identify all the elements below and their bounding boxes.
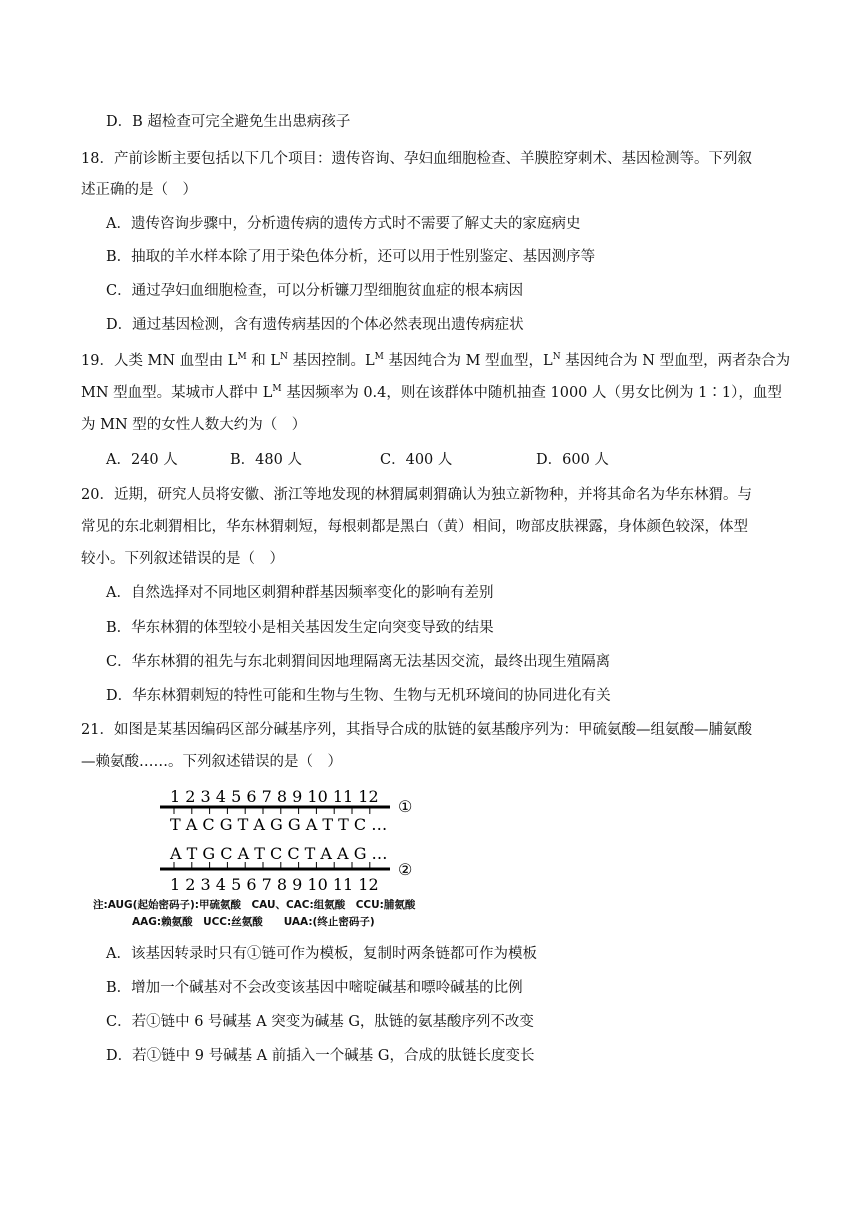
q19-stem-line1 (81, 351, 790, 371)
q19-sup: N (552, 352, 561, 362)
q20-option-b: B．华东林猬的体型较小是相关基因发生定向突变导致的结果 (106, 620, 494, 636)
q19-option-c: C．400 人 (380, 452, 453, 468)
strand-1-label: ① (398, 797, 413, 816)
q21-option-d: D．若①链中 9 号碱基 A 前插入一个碱基 G，合成的肽链长度变长 (106, 1048, 535, 1064)
q19-options (106, 450, 609, 470)
q19-option-b: B．480 人 (230, 452, 302, 468)
q19-text: 基因频率为 0.4，则在该群体中随机抽查 1000 人（男女比例为 1∶1），血型 (281, 385, 782, 401)
q21-option-a: A．该基因转录时只有①链可作为模板，复制时两条链都可作为模板 (106, 946, 537, 962)
q19-text: 和 L (246, 353, 281, 369)
q20-stem-line2: 常见的东北刺猬相比，华东林猬刺短，每根刺都是黑白（黄）相间，吻部皮肤裸露，身体颜色较深，体型 (81, 519, 748, 535)
base-position-numbers-bottom: 1 2 3 4 5 6 7 8 9 10 11 12 (170, 875, 379, 894)
q21-stem-line2: —赖氨酸……。下列叙述错误的是（ ） (81, 754, 342, 770)
q20-option-c: C．华东林猬的祖先与东北刺猬间因地理隔离无法基因交流，最终出现生殖隔离 (106, 654, 611, 670)
q18-stem-line1: 18．产前诊断主要包括以下几个项目：遗传咨询、孕妇血细胞检查、羊膜腔穿刺术、基因检测等。下列叙 (81, 151, 752, 167)
q19-text: 基因控制。L (287, 353, 375, 369)
q20-option-a: A．自然选择对不同地区刺猬种群基因频率变化的影响有差别 (106, 585, 494, 601)
q19-text: MN 型血型。某城市人群中 L (81, 385, 273, 401)
q20-stem-line3: 较小。下列叙述错误的是（ ） (81, 551, 284, 567)
q19-sup: M (374, 352, 384, 362)
q20-stem-line1: 20．近期，研究人员将安徽、浙江等地发现的林猬属刺猬确认为独立新物种，并将其命名为华东林猬。与 (81, 487, 752, 503)
q19-text: 基因纯合为 M 型血型，L (383, 353, 553, 369)
q18-option-a: A．遗传咨询步骤中，分析遗传病的遗传方式时不需要了解丈夫的家庭病史 (106, 216, 581, 232)
q21-stem-line1: 21．如图是某基因编码区部分碱基序列，其指导合成的肽链的氨基酸序列为：甲硫氨酸—组氨酸—脯氨酸 (81, 722, 752, 738)
q19-sup: M (237, 352, 247, 362)
strand-1-sequence: T A C G T A G G A T T C … (170, 815, 388, 834)
q19-text: 19．人类 MN 血型由 L (81, 353, 238, 369)
q21-option-c: C．若①链中 6 号碱基 A 突变为碱基 G，肽链的氨基酸序列不改变 (106, 1014, 534, 1030)
q21-option-b: B．增加一个碱基对不会改变该基因中嘧啶碱基和嘌呤碱基的比例 (106, 980, 523, 996)
q18-stem-line2: 述正确的是（ ） (81, 182, 197, 198)
q19-text: 基因纯合为 N 型血型，两者杂合为 (560, 353, 791, 369)
q19-stem-line2 (81, 383, 782, 403)
strand-2-label: ② (398, 860, 413, 879)
codon-note-line1: 注:AUG(起始密码子):甲硫氨酸 CAU、CAC:组氨酸 CCU:脯氨酸 (93, 899, 416, 911)
q19-option-d: D．600 人 (536, 452, 609, 468)
codon-note-line2: AAG:赖氨酸 UCC:丝氨酸 UAA:(终止密码子) (132, 916, 375, 928)
q19-stem-line3: 为 MN 型的女性人数大约为（ ） (81, 417, 307, 433)
strand-2-sequence: A T G C A T C C T A A G … (170, 844, 388, 863)
q17-option-d: D．B 超检查可完全避免生出患病孩子 (106, 114, 351, 130)
q18-option-b: B．抽取的羊水样本除了用于染色体分析，还可以用于性别鉴定、基因测序等 (106, 249, 596, 265)
q18-option-d: D．通过基因检测，含有遗传病基因的个体必然表现出遗传病症状 (106, 317, 524, 333)
q19-sup: M (272, 384, 282, 394)
base-position-numbers-top: 1 2 3 4 5 6 7 8 9 10 11 12 (170, 787, 379, 806)
q19-sup: N (280, 352, 288, 362)
q18-option-c: C．通过孕妇血细胞检查，可以分析镰刀型细胞贫血症的根本病因 (106, 283, 524, 299)
q19-option-a: A．240 人 (106, 452, 178, 468)
q20-option-d: D．华东林猬刺短的特性可能和生物与生物、生物与无机环境间的协同进化有关 (106, 688, 611, 704)
